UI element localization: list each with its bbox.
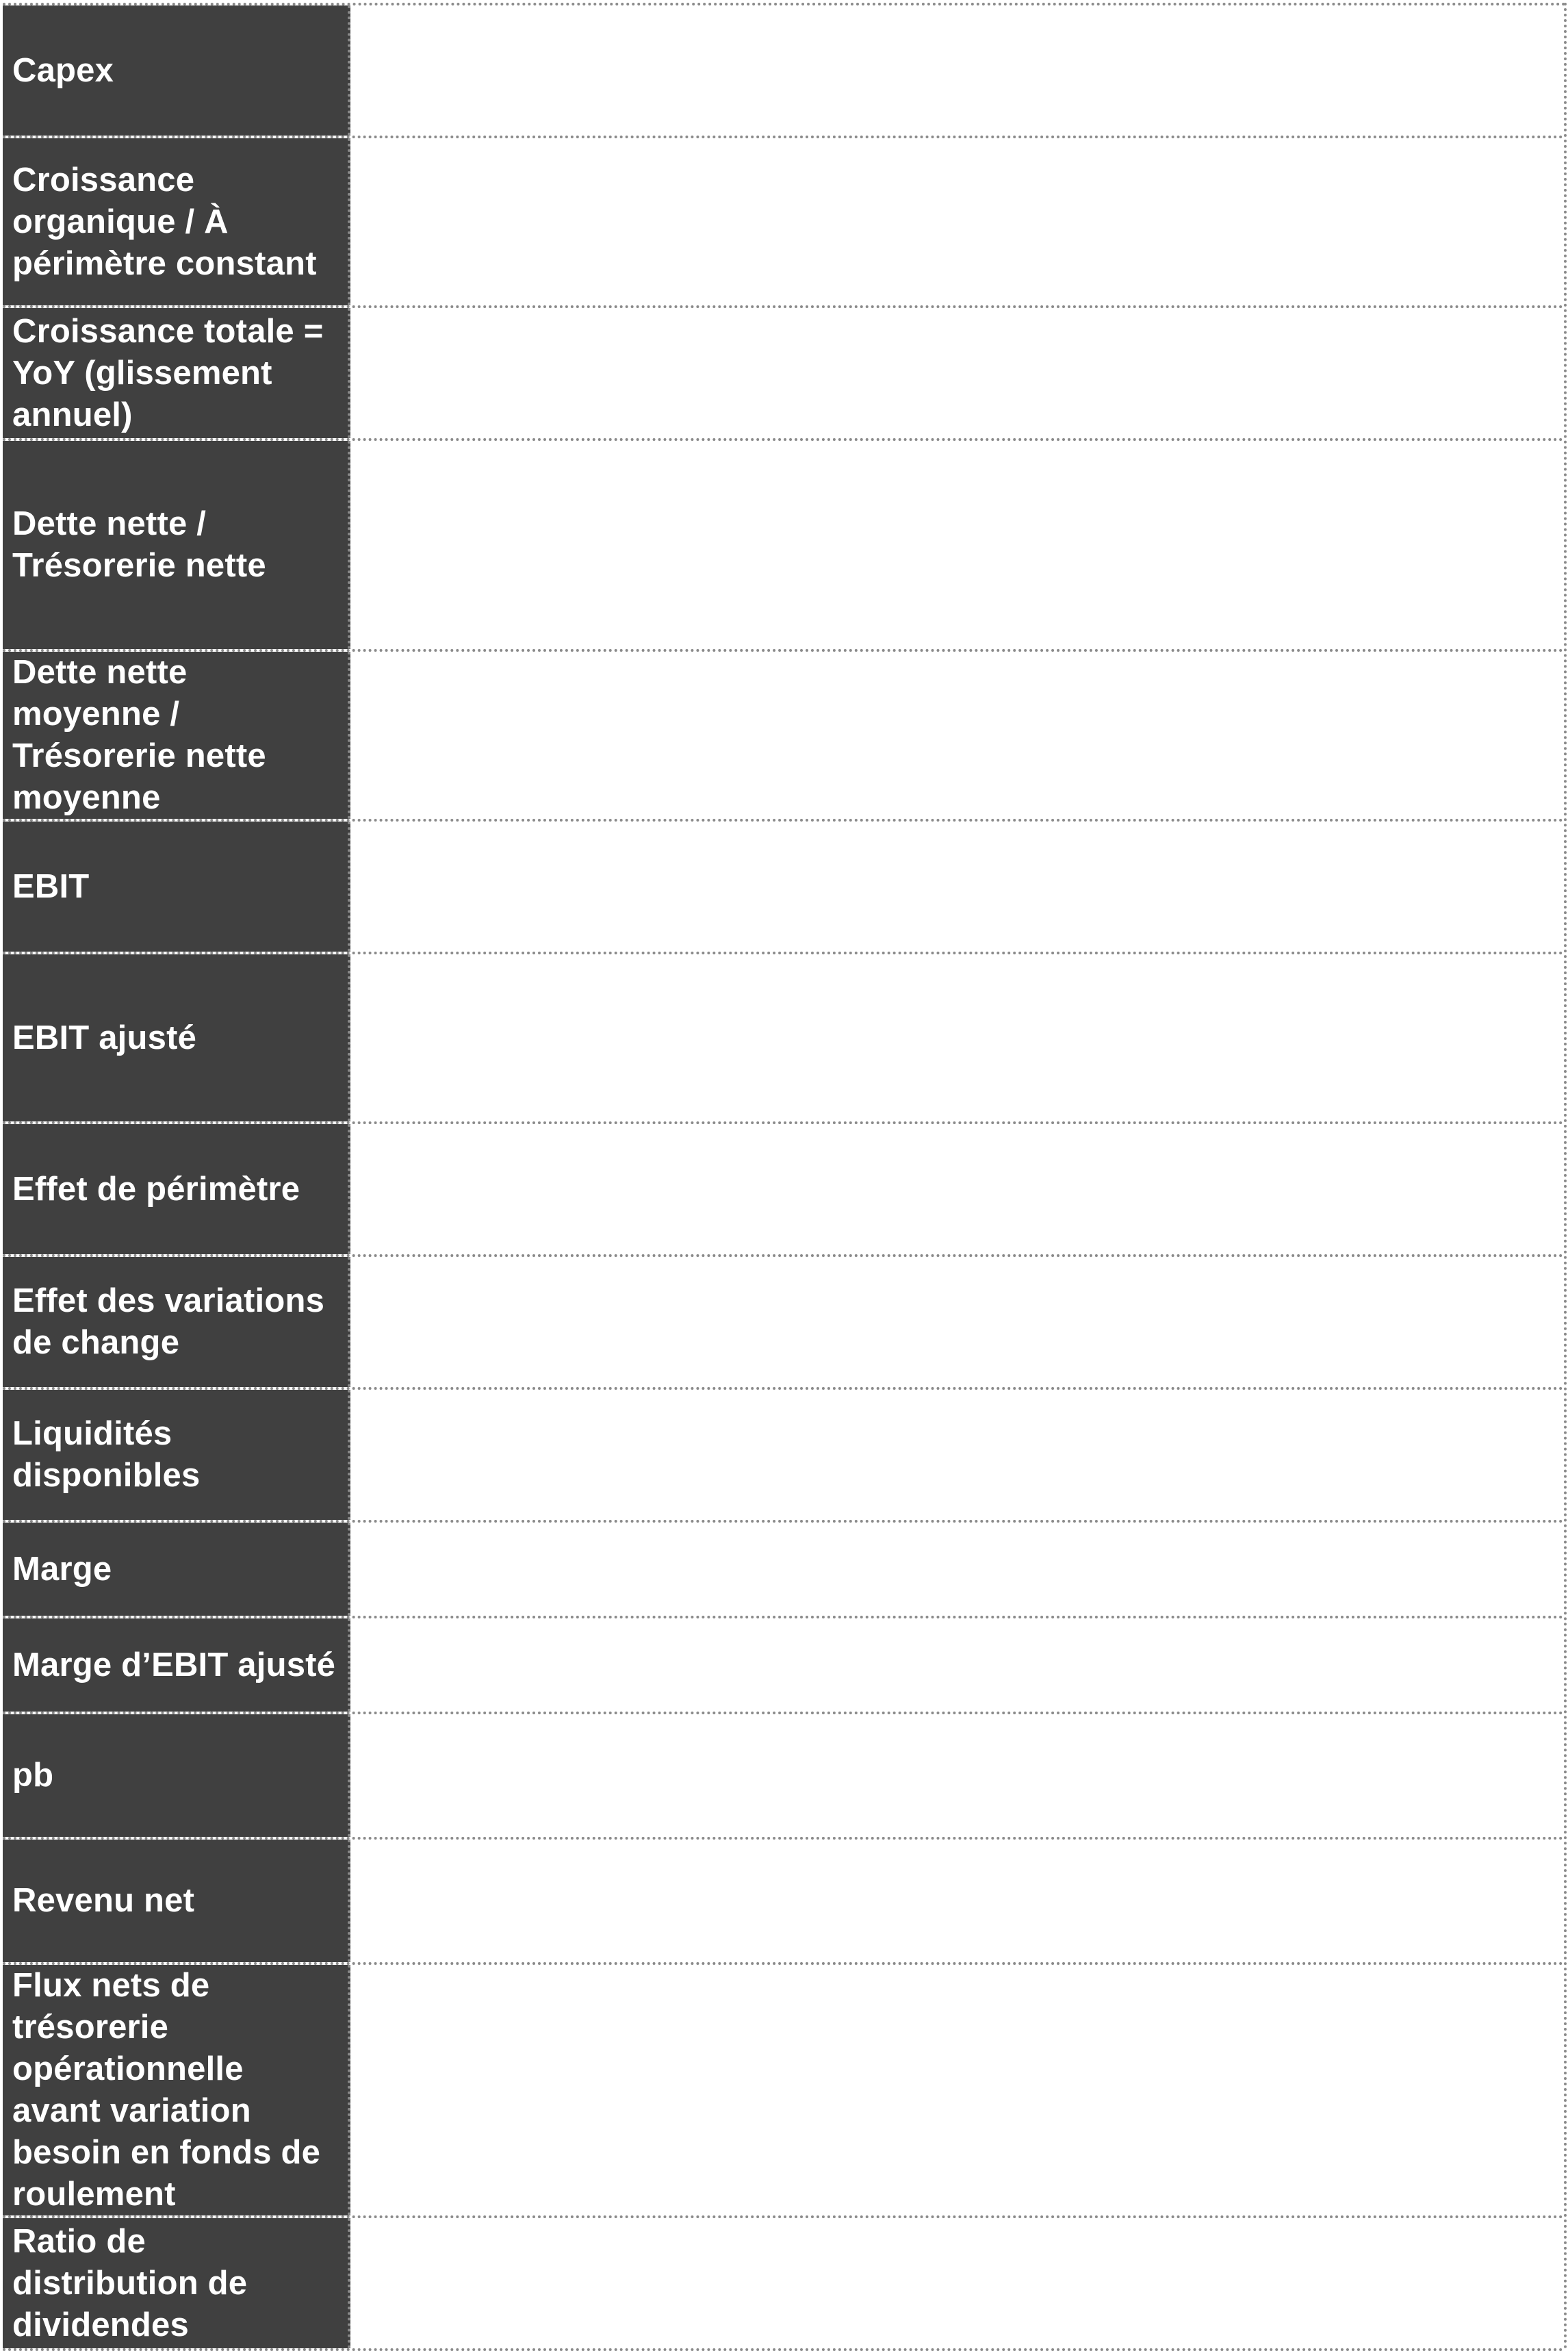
table-row — [3, 308, 1564, 441]
definition-cell — [350, 308, 1564, 438]
table-row — [3, 1965, 1564, 2218]
table-row — [3, 1390, 1564, 1523]
definition-cell — [350, 1714, 1564, 1837]
term-label: Effet des variations de change — [3, 1257, 350, 1387]
definition-cell — [350, 1257, 1564, 1387]
term-label: Flux nets de trésorerie opérationnelle avant variation besoin en fonds de roulement — [3, 1965, 350, 2215]
term-label: Marge — [3, 1523, 350, 1616]
table-row — [3, 822, 1564, 954]
term-label: Dette nette / Trésorerie nette — [3, 441, 350, 649]
definition-cell — [350, 441, 1564, 649]
term-label: pb — [3, 1714, 350, 1837]
definition-cell — [350, 1523, 1564, 1616]
term-label: Croissance organique / À périmètre constant — [3, 138, 350, 305]
definition-cell — [350, 1618, 1564, 1712]
term-label: Liquidités disponibles — [3, 1390, 350, 1520]
table-row — [3, 441, 1564, 652]
definition-cell — [350, 1390, 1564, 1520]
term-label: Capex — [3, 5, 350, 136]
table-row — [3, 1840, 1564, 1965]
table-row — [3, 138, 1564, 308]
table-row — [3, 1124, 1564, 1257]
definition-cell — [350, 1840, 1564, 1962]
term-label: Marge d’EBIT ajusté — [3, 1618, 350, 1712]
term-label: EBIT ajusté — [3, 954, 350, 1121]
definition-cell — [350, 822, 1564, 952]
term-label: Ratio de distribution de dividendes — [3, 2218, 350, 2348]
definition-cell — [350, 138, 1564, 305]
term-label: Revenu net — [3, 1840, 350, 1962]
table-row — [3, 1714, 1564, 1840]
term-label: EBIT — [3, 822, 350, 952]
table-row — [3, 652, 1564, 822]
definition-cell — [350, 954, 1564, 1121]
definition-cell — [350, 652, 1564, 819]
table-row — [3, 1523, 1564, 1618]
glossary-table — [3, 3, 1567, 2351]
definition-cell — [350, 2218, 1564, 2348]
table-row — [3, 1618, 1564, 1714]
definition-cell — [350, 1965, 1564, 2215]
table-row — [3, 5, 1564, 138]
table-row — [3, 1257, 1564, 1390]
term-label: Croissance totale = YoY (glissement annuel) — [3, 308, 350, 438]
definition-cell — [350, 1124, 1564, 1254]
definition-cell — [350, 5, 1564, 136]
table-row — [3, 954, 1564, 1124]
term-label: Effet de périmètre — [3, 1124, 350, 1254]
term-label: Dette nette moyenne / Trésorerie nette moyenne — [3, 652, 350, 819]
table-row — [3, 2218, 1564, 2351]
